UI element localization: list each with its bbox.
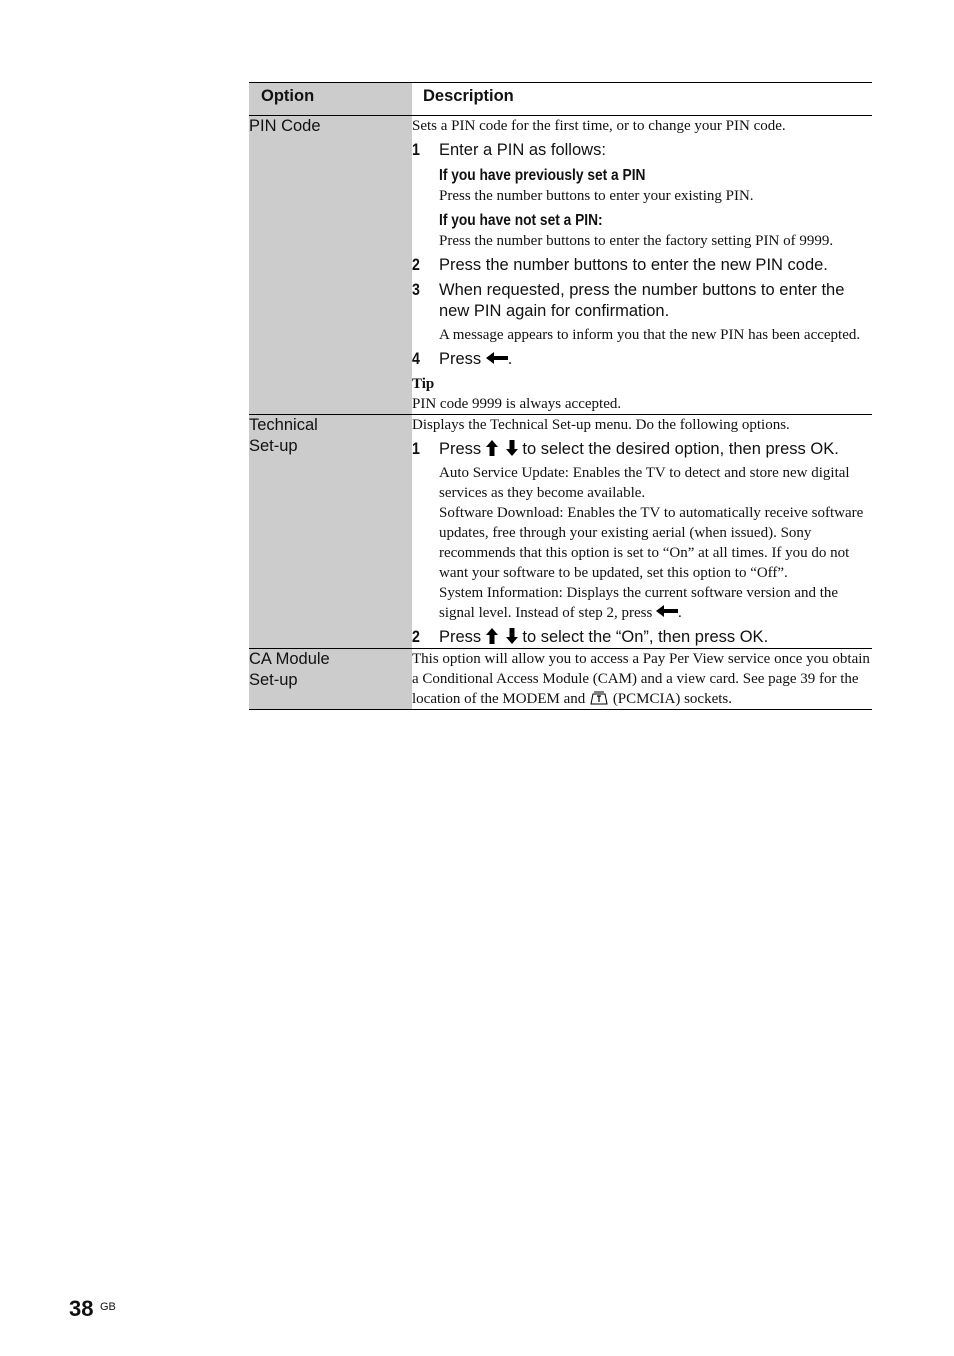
step-number: 4 — [412, 350, 420, 368]
up-down-arrow-icon — [486, 628, 518, 644]
pin-sub2-text: Press the number buttons to enter the factory setting PIN of 9999. — [439, 233, 834, 249]
pin-step-2 — [412, 255, 872, 276]
ca-text: This option will allow you to access a Pay Per View service once you obtain a Conditional Access Module (CAM) and a view card. See page 39 for the location of the MODEM and — [412, 651, 870, 707]
step-text: Press — [439, 350, 482, 368]
tip-text: PIN code 9999 is always accepted. — [412, 396, 622, 412]
option-line: Set-up — [249, 437, 298, 455]
step-number: 3 — [412, 281, 420, 299]
option-ca-module — [249, 649, 412, 710]
description-ca-module — [412, 649, 872, 710]
step-number: 2 — [412, 256, 420, 274]
step-suffix: . — [507, 350, 513, 368]
option-line: Technical — [249, 416, 318, 434]
step-number: 1 — [412, 141, 420, 159]
pcmcia-slot-icon — [589, 691, 609, 705]
step-text: to select the “On”, then press OK. — [522, 628, 769, 646]
step-number: 2 — [412, 628, 420, 646]
option-line: CA Module — [249, 650, 330, 668]
table-header — [249, 83, 872, 116]
page-number: 38 — [69, 1296, 94, 1321]
options-table — [249, 82, 872, 710]
back-arrow-icon — [486, 352, 508, 364]
pin-step-3 — [412, 280, 872, 322]
pin-step-3-note: A message appears to inform you that the new PIN has been accepted. — [439, 327, 861, 343]
tech-intro: Displays the Technical Set-up menu. Do the following options. — [412, 417, 790, 433]
tech-note-software-download: Software Download: Enables the TV to automatically receive software updates, free through your existing aerial (when issued). Sony recommends that this option is set to “On” at all times. If you do not want your software to be updated, set this option to “Off”. — [439, 505, 864, 581]
page-region-code: GB — [100, 1301, 116, 1313]
back-arrow-icon — [656, 605, 678, 617]
up-down-arrow-icon — [486, 440, 518, 456]
tech-note-auto-service: Auto Service Update: Enables the TV to detect and store new digital services as they become available. — [439, 465, 850, 501]
step-text: Press — [439, 440, 482, 458]
step-text: Press the number buttons to enter the new PIN code. — [439, 256, 828, 274]
step-text: Press — [439, 628, 482, 646]
table-row-ca-module — [249, 649, 872, 710]
step-number: 1 — [412, 440, 420, 458]
ca-text: (PCMCIA) sockets. — [612, 691, 732, 707]
table-row-pin-code — [249, 116, 872, 415]
header-option: Option — [249, 83, 412, 116]
tech-note-system-info: System Information: Displays the current software version and the signal level. Instead of step 2, press . — [439, 585, 839, 621]
step-text: When requested, press the number buttons to enter the new PIN again for confirmation. — [439, 281, 845, 320]
description-technical-setup — [412, 415, 872, 649]
option-line: Set-up — [249, 671, 298, 689]
header-description: Description — [412, 83, 872, 116]
pin-step-4 — [412, 349, 872, 370]
tech-step-1 — [412, 439, 872, 460]
option-pin-code: PIN Code — [249, 116, 412, 415]
pin-sub2-head: If you have not set a PIN: — [439, 212, 603, 229]
pin-sub1-head: If you have previously set a PIN — [439, 167, 646, 184]
description-pin-code — [412, 116, 872, 415]
pin-intro: Sets a PIN code for the first time, or to change your PIN code. — [412, 118, 786, 134]
tip-heading: Tip — [412, 376, 435, 392]
option-technical-setup — [249, 415, 412, 649]
pin-step-1 — [412, 140, 872, 161]
step-text: Enter a PIN as follows: — [439, 141, 606, 159]
pin-sub1-text: Press the number buttons to enter your existing PIN. — [439, 188, 754, 204]
table-row-technical-setup — [249, 415, 872, 649]
step-text: to select the desired option, then press OK. — [522, 440, 839, 458]
tech-step-2 — [412, 627, 872, 648]
